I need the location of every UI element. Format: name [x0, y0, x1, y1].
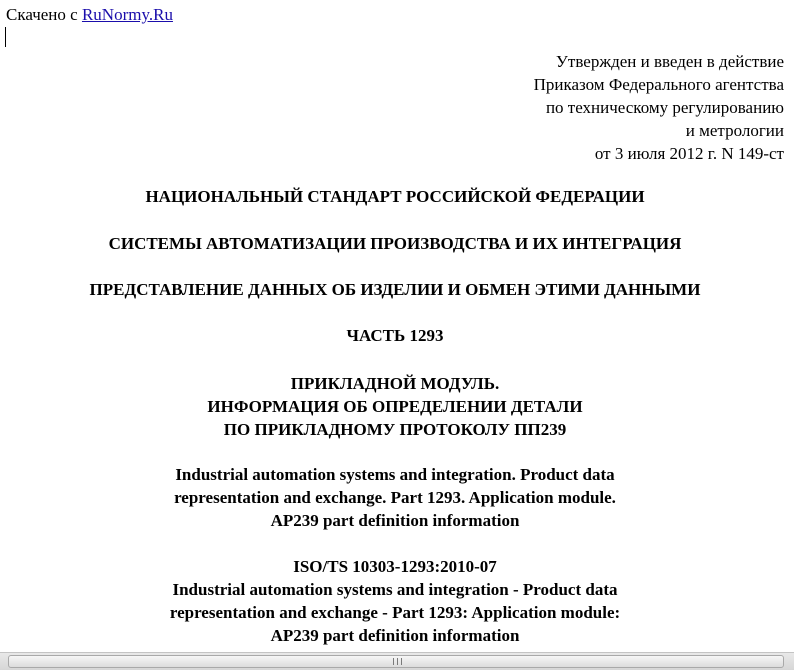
english-title-line: AP239 part definition information [270, 511, 520, 530]
national-standard-heading: НАЦИОНАЛЬНЫЙ СТАНДАРТ РОССИЙСКОЙ ФЕДЕРАЦИИ [145, 187, 645, 206]
approval-line: Приказом Федерального агентства [533, 75, 784, 94]
iso-line: Industrial automation systems and integration - Product data [172, 580, 618, 599]
approval-line: от 3 июля 2012 г. N 149-ст [594, 144, 784, 163]
text-cursor [5, 27, 6, 47]
module-title-line: ПО ПРИКЛАДНОМУ ПРОТОКОЛУ ПП239 [223, 420, 567, 439]
source-link[interactable]: RuNormy.Ru [81, 5, 173, 24]
horizontal-scrollbar[interactable] [0, 652, 794, 670]
english-title [0, 463, 790, 532]
part-heading: ЧАСТЬ 1293 [346, 326, 444, 345]
english-title-line: Industrial automation systems and integration. Product data [175, 465, 615, 484]
module-title-line: ИНФОРМАЦИЯ ОБ ОПРЕДЕЛЕНИИ ДЕТАЛИ [207, 397, 583, 416]
source-prefix: Скачено с [6, 5, 78, 24]
approval-line: по техническому регулированию [545, 98, 784, 117]
representation-heading: ПРЕДСТАВЛЕНИЕ ДАННЫХ ОБ ИЗДЕЛИИ И ОБМЕН ЭТИМИ ДАННЫМИ [89, 280, 701, 299]
approval-line: Утвержден и введен в действие [555, 52, 784, 71]
scrollbar-thumb[interactable] [8, 655, 784, 668]
approval-line: и метрологии [685, 121, 784, 140]
grip-lines-icon [393, 658, 402, 665]
source-line [6, 5, 173, 25]
module-title [0, 372, 790, 441]
systems-heading: СИСТЕМЫ АВТОМАТИЗАЦИИ ПРОИЗВОДСТВА И ИХ ИНТЕГРАЦИЯ [108, 234, 682, 253]
iso-line: AP239 part definition information [270, 626, 520, 645]
iso-line: representation and exchange - Part 1293: Application module: [169, 603, 621, 622]
iso-line: ISO/TS 10303-1293:2010-07 [293, 557, 497, 576]
module-title-line: ПРИКЛАДНОЙ МОДУЛЬ. [290, 374, 500, 393]
approval-block [534, 50, 784, 165]
english-title-line: representation and exchange. Part 1293. Application module. [174, 488, 616, 507]
